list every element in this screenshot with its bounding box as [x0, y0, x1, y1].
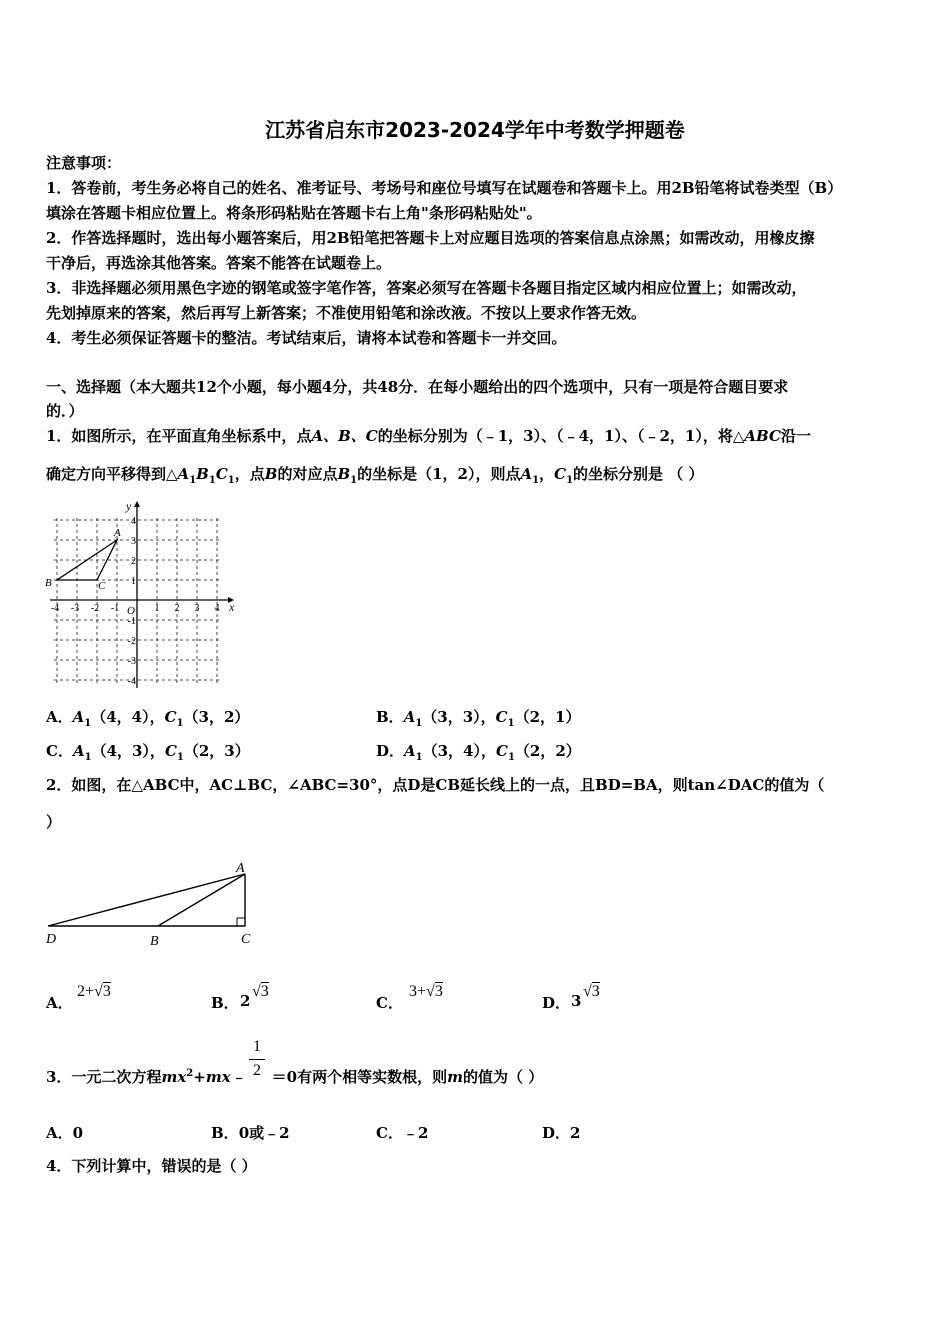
notice-line-6: 先划掉原来的答案，然后再写上新答案；不准使用铅笔和涂改液。不按以上要求作答无效。 — [46, 304, 647, 322]
q2-option-a-value: 2+√3 — [77, 983, 111, 1000]
q2-option-c-label: C． — [376, 994, 403, 1012]
q2-option-d-label: D． — [542, 994, 571, 1012]
point-c-label: C — [98, 580, 106, 592]
q2-option-b-value: √3 — [252, 983, 269, 1000]
page-title: 江苏省启东市2023-2024学年中考数学押题卷 — [265, 118, 685, 142]
y-tick-label: -3 — [127, 656, 136, 667]
q2-triangle-figure — [40, 858, 270, 950]
q3-fraction-numerator: 1 — [253, 1038, 261, 1055]
notice-line-2: 填涂在答题卡相应位置上。将条形码粘贴在答题卡右上角"条形码粘贴处"。 — [46, 204, 542, 222]
x-tick-label: 4 — [214, 603, 220, 614]
q3-option-c: C．﹣2 — [376, 1124, 429, 1142]
point-a-label: A — [114, 527, 121, 539]
q2-stem-line-2: ） — [46, 813, 62, 831]
y-tick-label: 4 — [131, 516, 136, 527]
q1-stem-line-1: 1．如图所示，在平面直角坐标系中，点A、B、C的坐标分别为（﹣1，3）、（﹣4，1）、（﹣2，1），将△ABC沿一 — [46, 427, 811, 445]
q1-option-d: D．$A_1(3$，4），$C_1(2$，2） — [376, 742, 581, 763]
q3-stem: 3．一元二次方程$mx^2+mx﹣ =0$有两个相等实数根，则m的值为（ ） — [46, 1068, 544, 1086]
q2-option-b-label: B． — [211, 994, 239, 1012]
notice-line-4: 干净后，再选涂其他答案。答案不能答在试题卷上。 — [46, 254, 392, 272]
q2-option-d-coef: 3 — [571, 992, 582, 1010]
y-tick-label: 1 — [131, 576, 136, 587]
notice-line-7: 4．考生必须保证答题卡的整洁。考试结束后，请将本试卷和答题卡一并交回。 — [46, 329, 567, 347]
origin-label: O — [127, 605, 135, 617]
q2-option-d-value: √3 — [583, 983, 600, 1000]
y-tick-label: 3 — [131, 536, 136, 547]
q3-fraction-denominator: 2 — [249, 1059, 265, 1080]
x-tick-label: 2 — [174, 603, 180, 614]
q2-option-a-label: A． — [46, 994, 73, 1012]
q1-option-b: B．$A_1(3$，3），$C_1(2$，1） — [376, 708, 581, 729]
notice-line-5: 3．非选择题必须用黑色字迹的钢笔或签字笔作答，答案必须写在答题卡各题目指定区域内相应位置上；如需改动， — [46, 279, 807, 297]
x-tick-label: -2 — [90, 603, 100, 614]
section-heading-line-2: 的．） — [46, 402, 84, 420]
y-tick-label: -1 — [127, 616, 136, 627]
x-tick-label: -3 — [70, 603, 80, 614]
q1-option-a: A．$A_1(4$，4），$C_1(3$，2） — [46, 708, 250, 729]
point-d-label: D — [46, 932, 57, 947]
q1-stem-line-2: 确定方向平移得到$\triangle A_1B_1C_1$，点B的对应点$B_1$的坐标是（1，2），则点$A_1$，$C_1$的坐标分别是 （ ） — [46, 465, 704, 486]
q2-option-c-value: 3+√3 — [409, 983, 443, 1000]
point-c-label: C — [241, 932, 251, 947]
y-tick-label: -4 — [127, 676, 136, 687]
q2-stem-line-1: 2．如图，在△ABC中，AC⊥BC，∠ABC=30°，点D是CB延长线上的一点，且BD=BA，则tan∠DAC的值为（ — [46, 776, 825, 794]
notice-line-1: 1．答卷前，考生务必将自己的姓名、准考证号、考场号和座位号填写在试题卷和答题卡上。用2B铅笔将试卷类型（B） — [46, 179, 843, 197]
q3-fraction — [249, 1038, 265, 1080]
x-tick-label: 1 — [154, 603, 160, 614]
x-axis-label: x — [229, 600, 235, 614]
x-tick-label: -4 — [50, 603, 60, 614]
q3-option-d: D．2 — [542, 1124, 581, 1142]
q3-option-a: A．0 — [46, 1124, 84, 1142]
point-b-label: B — [150, 934, 159, 949]
q1-option-c: C．$A_1(4$，3），$C_1(2$，3） — [46, 742, 250, 763]
q1-coordinate-figure — [42, 498, 242, 690]
notice-line-3: 2．作答选择题时，选出每小题答案后，用2B铅笔把答题卡上对应题目选项的答案信息点涂黑；如需改动，用橡皮擦 — [46, 229, 815, 247]
x-tick-label: -1 — [110, 603, 120, 614]
q3-option-b: B．0或﹣2 — [211, 1124, 290, 1142]
q4-stem: 4．下列计算中，错误的是（ ） — [46, 1157, 257, 1175]
y-tick-label: -2 — [127, 636, 136, 647]
x-tick-label: 3 — [194, 603, 200, 614]
point-a-label: A — [236, 861, 245, 876]
notice-heading: 注意事项： — [46, 154, 122, 172]
section-heading-line-1: 一、选择题（本大题共12个小题，每小题4分，共48分．在每小题给出的四个选项中，只有一项是符合题目要求 — [46, 378, 789, 396]
q2-option-b-coef: 2 — [240, 992, 251, 1010]
point-b-label: B — [45, 577, 52, 589]
y-tick-label: 2 — [131, 556, 136, 567]
y-axis-label: y — [126, 499, 132, 513]
